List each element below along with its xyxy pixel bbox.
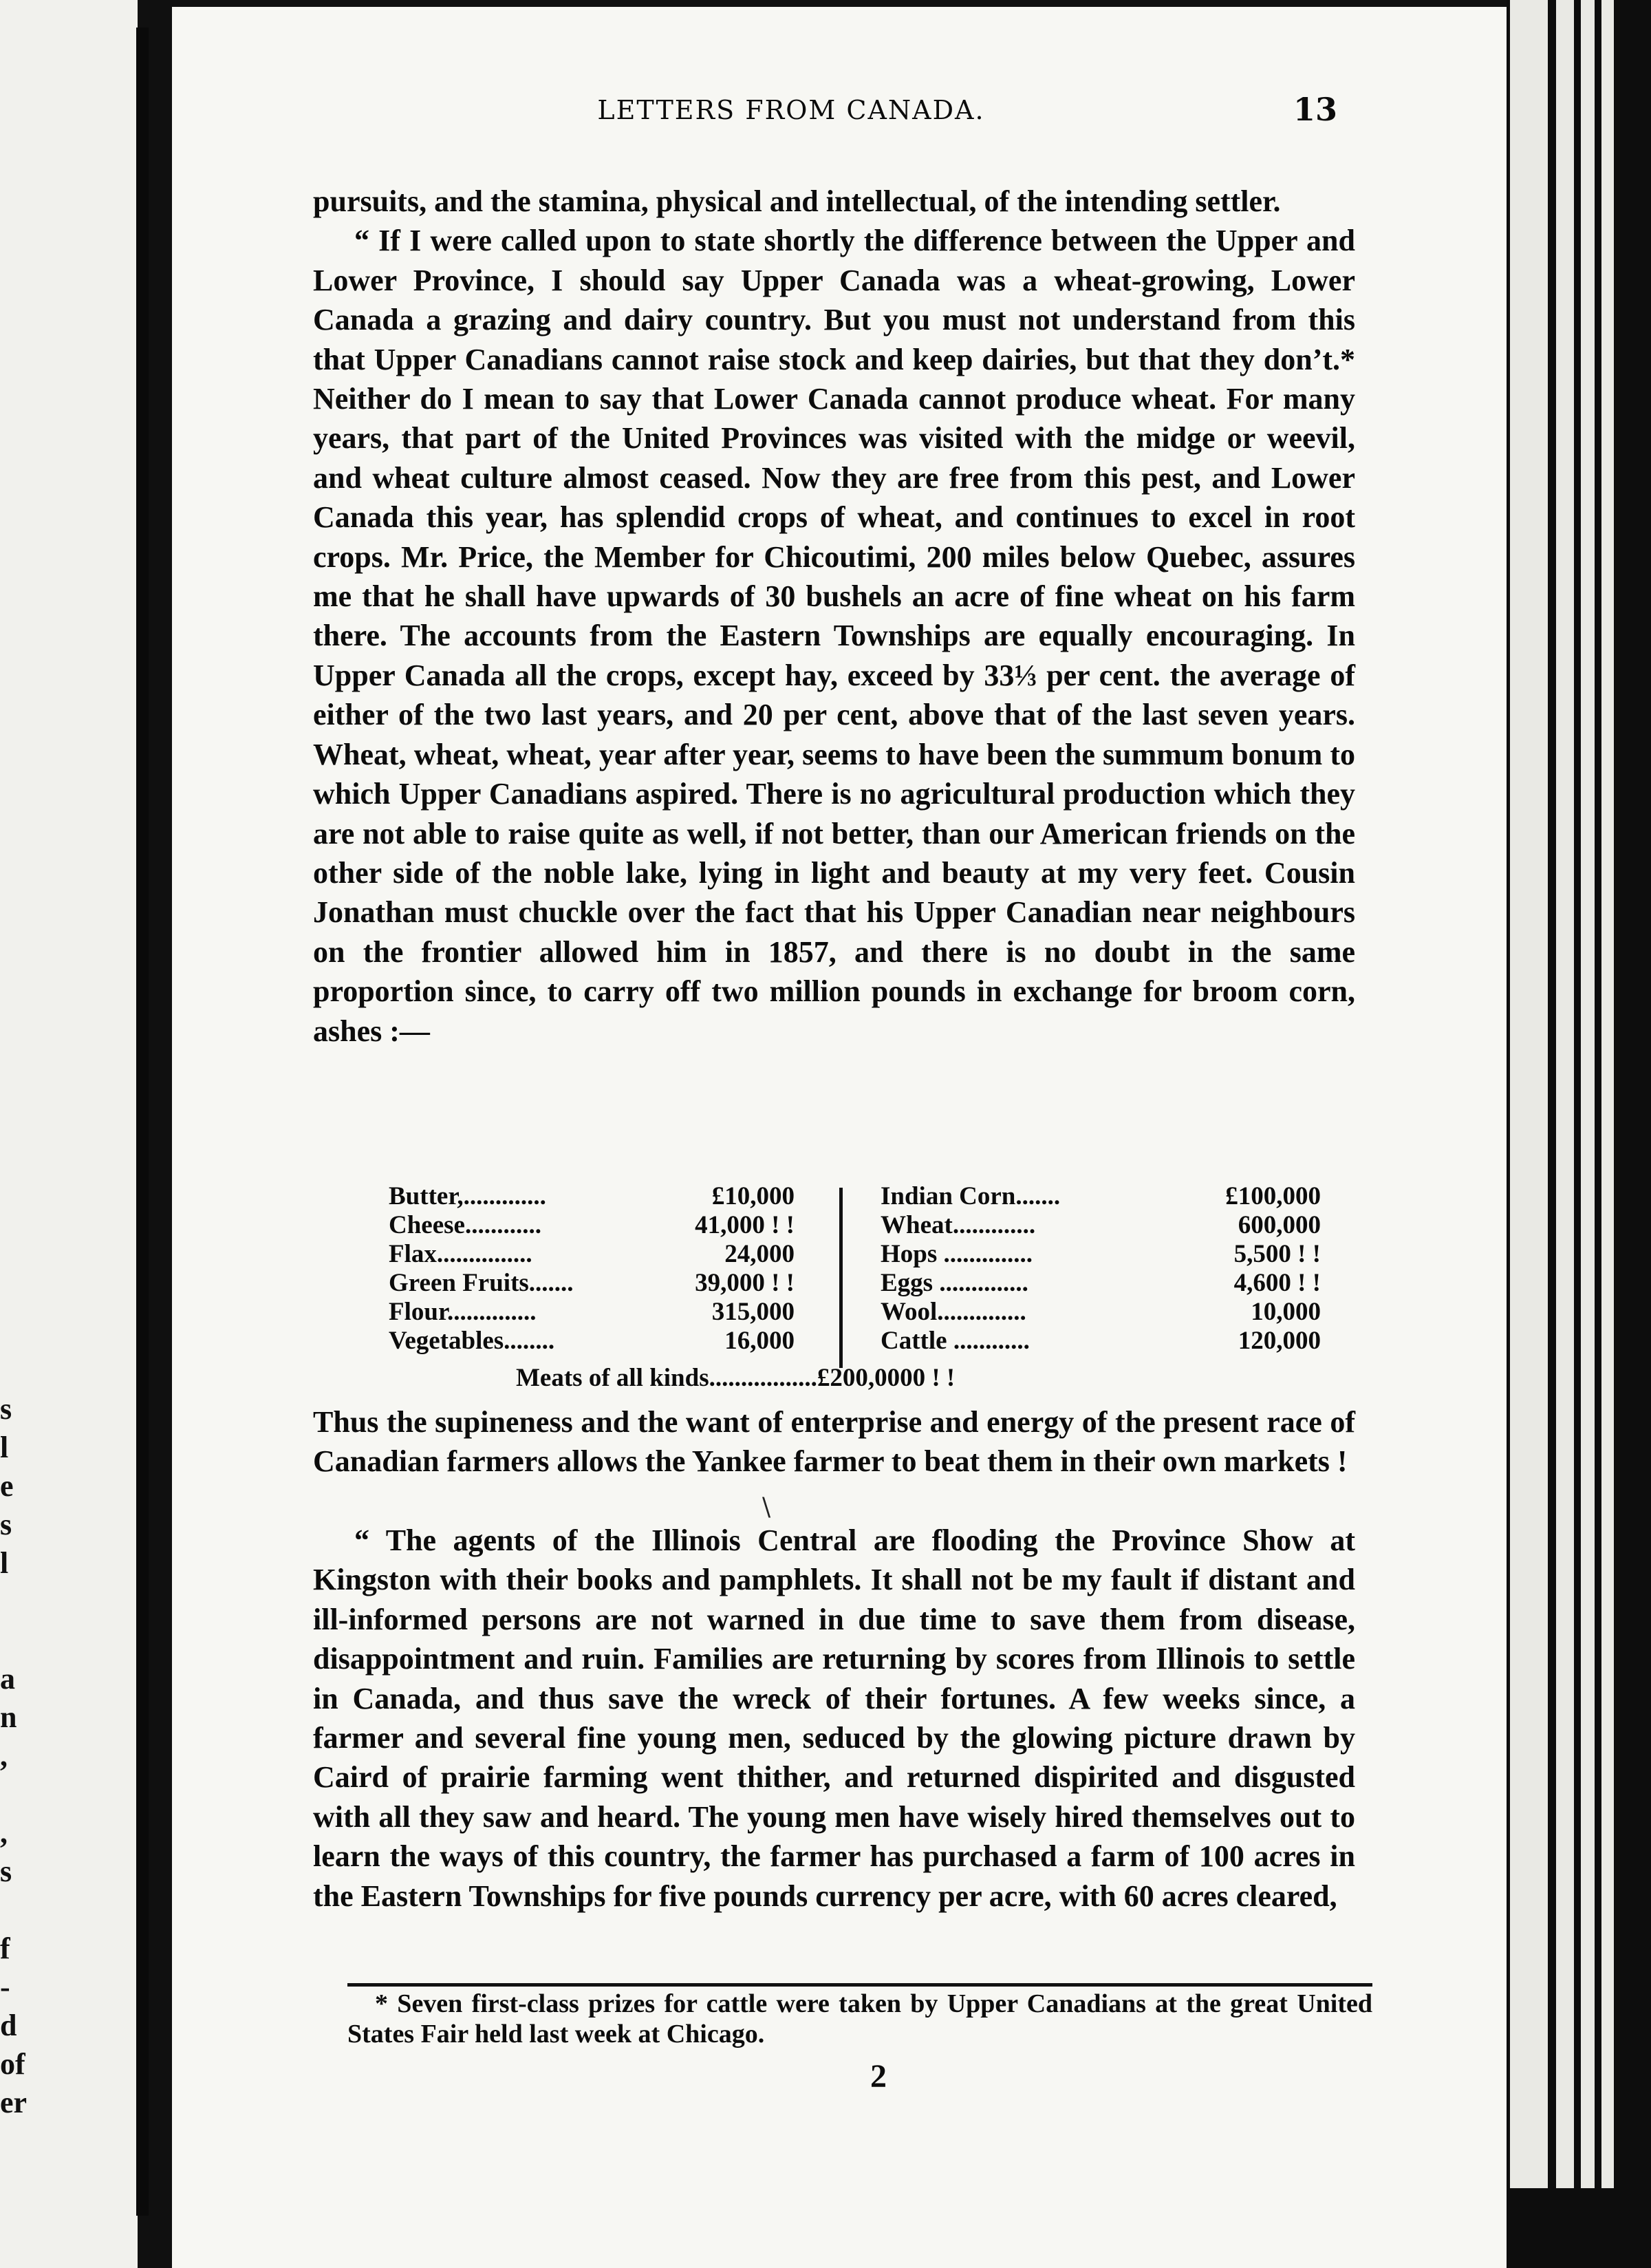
produce-item: Indian Corn....... xyxy=(881,1182,1061,1210)
running-head: LETTERS FROM CANADA. xyxy=(597,95,985,125)
paragraph-quote: “ If I were called upon to state shortly the difference between the Upper and Lower Province, I should say Upper Canada was a wheat-growing, Lower Canada a grazing and dairy country. But you must not understand from this that Upper Canadians cannot raise stock and keep dairies, but that they don’t.* Neither do I mean to say that Lower Canada cannot produce wheat. For many years, that part of the United Provinces was visited with the midge or weevil, and wheat culture almost ceased. Now they are free from this pest, and Lower Canada this year, has splendid crops of wheat, and continues to excel in root crops. Mr. Price, the Member for Chicoutimi, 200 miles below Quebec, assures me that he shall have upwards of 30 bushels an acre of fine wheat on his farm there. The accounts from the Eastern Townships are equally encouraging. In Upper Canada all the crops, except hay, exceed by 33⅓ per cent. the average of either of the two last years, and 20 per cent, above that of the last seven years. Wheat, wheat, wheat, year after year, seems to have been the summum bonum to which Upper Canadians aspired. There is no agricultural production which they are not able to raise quite as well, if not better, than our American friends on the other side of the noble lake, lying in light and beauty at my very feet. Cousin Jonathan must chuckle over the fact that his Upper Canadian near neighbours on the frontier allowed him in 1857, and there is no doubt in the same proportion since, to carry off two million pounds in exchange for broom corn, ashes :— xyxy=(313,224,1355,1048)
produce-table-row xyxy=(881,1240,1321,1269)
produce-value: 5,500 ! ! xyxy=(1233,1240,1321,1268)
footnote: * Seven first-class prizes for cattle were taken by Upper Canadians at the great United States Fair held last week at Chicago. xyxy=(347,1989,1372,2048)
produce-value: 16,000 xyxy=(724,1327,795,1355)
footnote-rule xyxy=(347,1983,1372,1987)
produce-value: £100,000 xyxy=(1225,1182,1321,1210)
produce-value: 4,600 ! ! xyxy=(1233,1269,1321,1297)
produce-item: Green Fruits....... xyxy=(389,1269,574,1297)
paragraph-agents xyxy=(313,1521,1355,1916)
produce-item: Butter,............. xyxy=(389,1182,546,1210)
produce-value: 41,000 ! ! xyxy=(695,1211,795,1239)
produce-table-row xyxy=(389,1240,795,1269)
facing-page-fragment: of xyxy=(0,2047,25,2081)
produce-value: 600,000 xyxy=(1238,1211,1321,1239)
produce-value: 120,000 xyxy=(1238,1327,1321,1355)
produce-value: 24,000 xyxy=(724,1240,795,1268)
facing-page-edge xyxy=(0,0,138,2268)
produce-value: £10,000 xyxy=(711,1182,795,1210)
facing-page-fragment: - xyxy=(0,1970,10,2004)
facing-page-fragment: , xyxy=(0,1816,8,1850)
facing-page-fragment: f xyxy=(0,1932,10,1965)
facing-page-fragment: er xyxy=(0,2086,28,2119)
facing-page-fragment: s xyxy=(0,1854,12,1888)
produce-item: Cattle ............ xyxy=(881,1327,1030,1355)
produce-value: 315,000 xyxy=(711,1298,795,1326)
produce-table-row xyxy=(389,1211,795,1240)
produce-table-row xyxy=(389,1298,795,1327)
produce-item: Flour.............. xyxy=(389,1298,537,1326)
produce-item: Flax............... xyxy=(389,1240,532,1268)
page-edge-strip xyxy=(1556,0,1574,2188)
produce-table-row xyxy=(881,1211,1321,1240)
produce-value: 39,000 ! ! xyxy=(695,1269,795,1297)
produce-table-row xyxy=(881,1327,1321,1356)
page-number: 13 xyxy=(1293,91,1338,128)
produce-table-row xyxy=(881,1182,1321,1211)
gutter-shadow xyxy=(136,28,149,2216)
facing-page-fragment xyxy=(0,1583,14,1621)
produce-table-row xyxy=(389,1182,795,1211)
page-edge-strip xyxy=(1581,0,1595,2188)
signature-mark: 2 xyxy=(870,2058,887,2095)
table-divider xyxy=(839,1188,843,1368)
facing-page-fragment: d xyxy=(0,2009,17,2042)
facing-page-fragment: a xyxy=(0,1662,15,1695)
facing-page-fragment: e xyxy=(0,1469,14,1503)
facing-page-fragment: , xyxy=(0,1739,8,1773)
produce-table-right-column xyxy=(881,1182,1321,1356)
page-edge-strip xyxy=(1510,0,1548,2188)
facing-page-fragment: l xyxy=(0,1431,9,1464)
produce-value: 10,000 xyxy=(1251,1298,1321,1326)
facing-page-fragment: s xyxy=(0,1508,12,1541)
produce-table-row xyxy=(389,1327,795,1356)
facing-page-fragment: l xyxy=(0,1546,9,1580)
stray-mark: \ xyxy=(762,1493,771,1521)
produce-item: Eggs .............. xyxy=(881,1269,1028,1297)
facing-page-text-fragments xyxy=(0,1390,28,2122)
facing-page-fragment xyxy=(0,1775,14,1814)
paragraph-supineness xyxy=(313,1402,1355,1481)
produce-item: Hops .............. xyxy=(881,1240,1033,1268)
produce-table-row xyxy=(881,1269,1321,1298)
facing-page-fragment xyxy=(0,1891,14,1929)
facing-page-fragment xyxy=(0,1621,14,1660)
produce-item: Vegetables........ xyxy=(389,1327,555,1355)
produce-item: Wheat............. xyxy=(881,1211,1036,1239)
produce-table-meats-total: Meats of all kinds.................£200,0000 ! ! xyxy=(516,1364,956,1392)
body-text-top xyxy=(313,182,1355,1051)
facing-page-fragment: n xyxy=(0,1700,17,1734)
page-edge-strip xyxy=(1601,0,1614,2188)
paragraph-continuation: pursuits, and the stamina, physical and intellectual, of the intending settler. xyxy=(313,184,1281,218)
produce-table-row xyxy=(881,1298,1321,1327)
produce-item: Cheese............ xyxy=(389,1211,541,1239)
produce-table-row xyxy=(389,1269,795,1298)
paragraph-supineness-text: Thus the supineness and the want of enterprise and energy of the present race of Canadian farmers allows the Yankee farmer to beat them in their own markets ! xyxy=(313,1405,1355,1479)
produce-table-left-column xyxy=(389,1182,795,1356)
produce-item: Wool.............. xyxy=(881,1298,1026,1326)
facing-page-fragment: s xyxy=(0,1392,12,1426)
paragraph-agents-text: “ The agents of the Illinois Central are flooding the Province Show at Kingston with their books and pamphlets. It shall not be my fault if distant and ill-informed persons are not warned in due time to save them from disease, disappointment and ruin. Families are returning by scores from Illinois to settle in Canada, and thus save the wreck of their fortunes. A few weeks since, a farmer and several fine young men, seduced by the glowing picture drawn by Caird of prairie farming went thither, and returned dispirited and disgusted with all they saw and heard. The young men have wisely hired themselves out to learn the ways of this country, the farmer has purchased a farm of 100 acres in the Eastern Townships for five pounds currency per acre, with 60 acres cleared, xyxy=(313,1523,1355,1913)
